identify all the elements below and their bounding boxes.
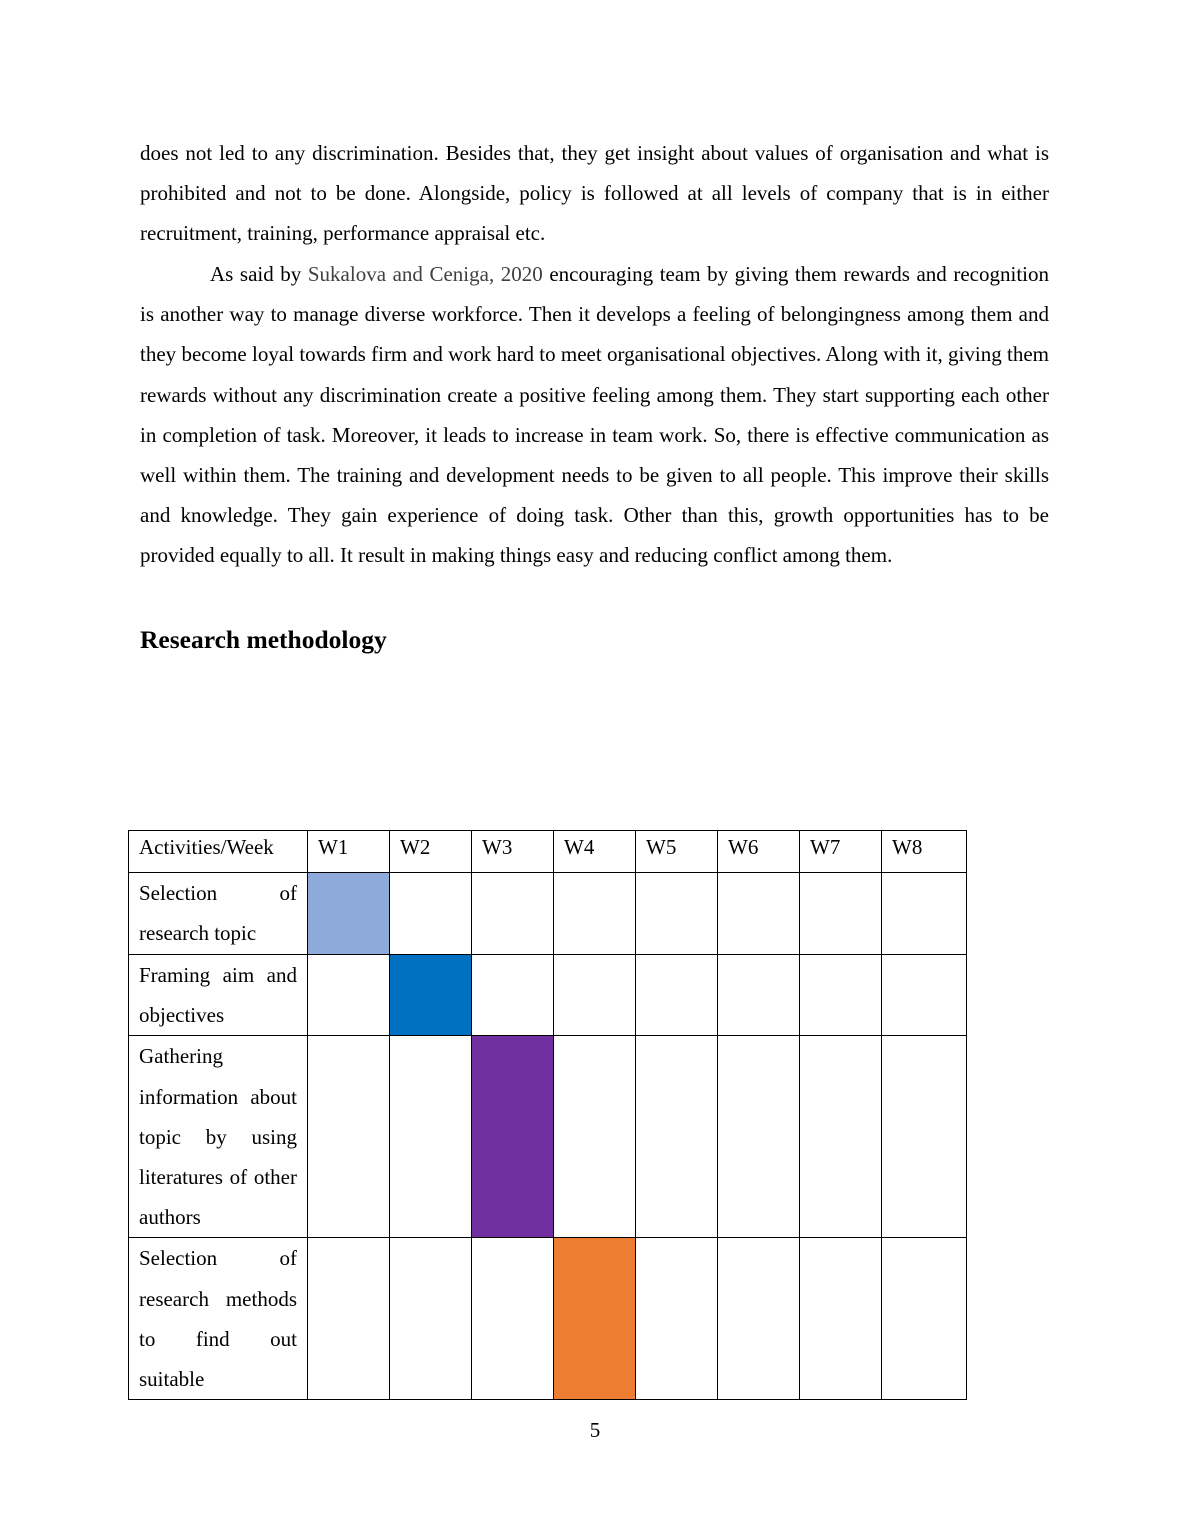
activity-cell: Selection of research topic [129,873,308,955]
header-cell: W3 [472,831,554,873]
week-cell-active [472,1036,554,1238]
week-cell [308,1238,390,1400]
gantt-chart-table [128,830,967,1400]
week-cell [636,1036,718,1238]
table-row [129,955,967,1036]
week-cell [800,1238,882,1400]
week-cell [308,1036,390,1238]
week-cell [882,873,967,955]
week-cell [718,1238,800,1400]
week-cell [472,955,554,1036]
week-cell [718,955,800,1036]
week-cell [800,873,882,955]
header-cell: W4 [554,831,636,873]
week-cell-active [308,873,390,955]
paragraph-body: encouraging team by giving them rewards and recognition is another way to manage diverse workforce. Then it develops a feeling of belongingness among them and they become loyal towards firm and work hard to meet organisational objectives. Along with it, giving them rewards without any discrimination create a positive feeling among them. They start supporting each other in completion of task. Moreover, it leads to increase in team work. So, there is effective communication as well within them. The training and development needs to be given to all people. This improve their skills and knowledge. They gain experience of doing task. Other than this, growth opportunities has to be provided equally to all. It result in making things easy and reducing conflict among them. [140,262,1050,568]
activity-cell: Framing aim and objectives [129,955,308,1036]
header-cell: W1 [308,831,390,873]
week-cell [718,1036,800,1238]
page-number: 5 [589,1418,601,1442]
week-cell [390,1238,472,1400]
table-row [129,873,967,955]
week-cell [636,955,718,1036]
header-cell: W6 [718,831,800,873]
citation: Sukalova and Ceniga, 2020 [307,262,543,286]
week-cell-active [390,955,472,1036]
table-row [129,1238,967,1400]
week-cell [882,1036,967,1238]
table-header-row [129,831,967,873]
header-cell: W7 [800,831,882,873]
week-cell [554,873,636,955]
table-row [129,1036,967,1238]
paragraph-rewards-recognition [140,254,1049,576]
header-cell: W2 [390,831,472,873]
week-cell [718,873,800,955]
paragraph-discrimination-policy: does not led to any discrimination. Besides that, they get insight about values of organisation and what is prohibited and not to be done. Alongside, policy is followed at all levels of company that is in either recruitment, training, performance appraisal etc. [140,141,1049,246]
week-cell [390,1036,472,1238]
week-cell-active [554,1238,636,1400]
activity-cell: Selection of research methods to find out suitable [129,1238,308,1400]
header-cell: Activities/Week [129,831,308,873]
week-cell [636,873,718,955]
week-cell [636,1238,718,1400]
week-cell [800,955,882,1036]
activity-cell: Gathering information about topic by using literatures of other authors [129,1036,308,1238]
paragraph-lead: As said by [210,262,308,286]
section-heading: Research methodology [140,625,387,654]
week-cell [882,955,967,1036]
week-cell [390,873,472,955]
week-cell [554,955,636,1036]
week-cell [554,1036,636,1238]
header-cell: W5 [636,831,718,873]
week-cell [800,1036,882,1238]
week-cell [882,1238,967,1400]
week-cell [472,873,554,955]
week-cell [308,955,390,1036]
week-cell [472,1238,554,1400]
header-cell: W8 [882,831,967,873]
